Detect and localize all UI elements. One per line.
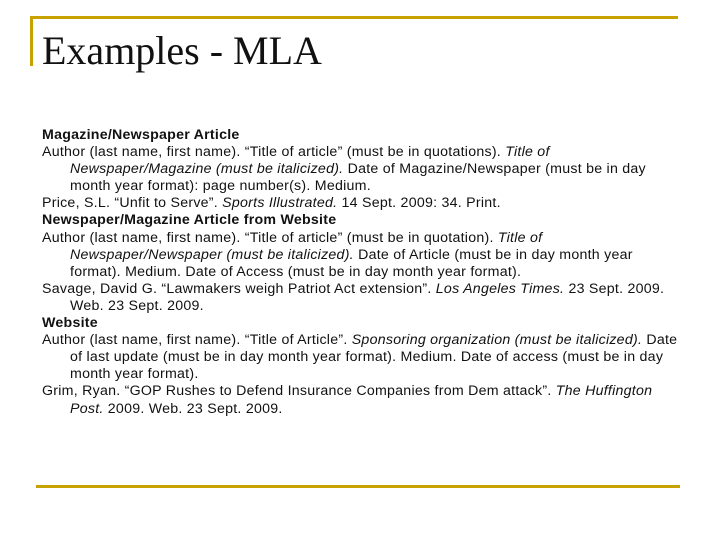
section-heading-magazine-article: Magazine/Newspaper Article [42, 127, 240, 143]
section-heading-website: Website [42, 315, 98, 332]
section-heading-web-article: Newspaper/Magazine Article from Website [42, 212, 337, 229]
example-web-article: Savage, David G. “Lawmakers weigh Patriot Act extension”. Los Angeles Times. 23 Sept. 2009. Web. 23 Sept. 2009. [42, 280, 665, 314]
bottom-accent-rule [36, 485, 680, 488]
top-accent-rule [30, 16, 678, 19]
format-magazine-article: Author (last name, first name). “Title of article” (must be in quotations). Title of Newspaper/Magazine (must be italicized). Date of Magazine/Newspaper (must be in day month year format): page number(s). Medium. [42, 144, 646, 195]
left-accent-rule [30, 16, 33, 66]
format-web-article: Author (last name, first name). “Title of article” (must be in quotation). Title of Newspaper/Newspaper (must be italicized). Date of Article (must be in day month year format). Medium. Date of Access (must be in day month year format). [42, 229, 633, 280]
example-magazine-article: Price, S.L. “Unfit to Serve”. Sports Illustrated. 14 Sept. 2009: 34. Print. [42, 195, 501, 212]
example-website: Grim, Ryan. “GOP Rushes to Defend Insurance Companies from Dem attack”. The Huffington Post. 2009. Web. 23 Sept. 2009. [42, 383, 653, 417]
slide-body [42, 127, 686, 418]
format-website: Author (last name, first name). “Title of Article”. Sponsoring organization (must be italicized). Date of last update (must be in day month year format). Medium. Date of access (must be in day month year format). [42, 332, 678, 383]
slide-title: Examples - MLA [42, 28, 322, 73]
